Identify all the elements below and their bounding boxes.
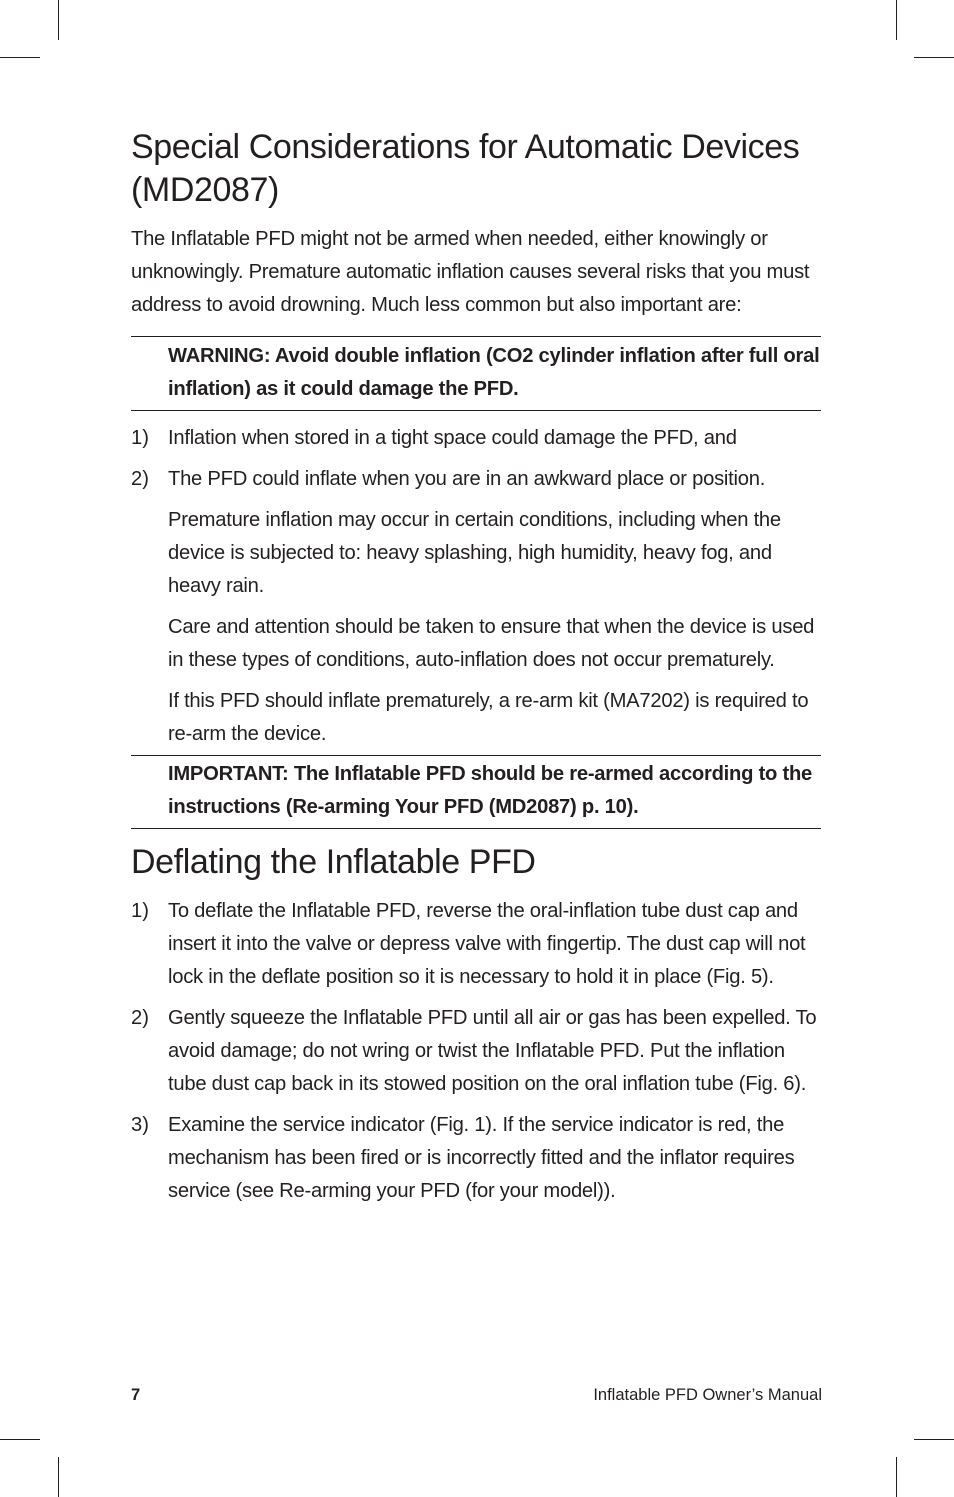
important-text: IMPORTANT: The Inflatable PFD should be re-armed according to the instructions (Re-arming Your PFD (MD2087) p. 10). [168,763,813,818]
manual-title: Inflatable PFD Owner’s Manual [593,1386,822,1404]
crop-mark [58,1457,59,1497]
warning-box [131,336,821,411]
crop-mark [896,0,897,40]
list-text: The PFD could inflate when you are in an awkward place or position. [168,468,766,490]
list-item [131,1109,821,1208]
list-text: To deflate the Inflatable PFD, reverse the oral-inflation tube dust cap and insert it into the valve or depress valve with fingertip. The dust cap will not lock in the deflate position so it is necessary to hold it in place (Fig. 5). [168,900,806,988]
care-paragraph: Care and attention should be taken to ensure that when the device is used in these types of conditions, auto-inflation does not occur prematurely. [168,616,815,671]
page-content [131,126,821,1208]
section-heading-deflating: Deflating the Inflatable PFD [131,843,536,881]
list-item [131,422,821,455]
list-item [131,895,821,994]
premature-paragraph: Premature inflation may occur in certain conditions, including when the device is subjected to: heavy splashing, high humidity, heavy fog, and heavy rain. [168,509,781,597]
list-text: Gently squeeze the Inflatable PFD until all air or gas has been expelled. To avoid damage; do not wring or twist the Inflatable PFD. Put the inflation tube dust cap back in its stowed position on the oral inflation tube (Fig. 6). [168,1007,817,1095]
list-number: 1) [131,427,149,449]
rearm-paragraph: If this PFD should inflate prematurely, a re-arm kit (MA7202) is required to re-arm the device. [168,690,809,745]
intro-paragraph: The Inflatable PFD might not be armed when needed, either knowingly or unknowingly. Premature automatic inflation causes several risks that you must address to avoid drowning. Much less common but also important are: [131,228,810,316]
list-text: Examine the service indicator (Fig. 1). If the service indicator is red, the mechanism has been fired or is incorrectly fitted and the inflator requires service (see Re-arming your PFD (for your model)). [168,1114,795,1202]
crop-mark [896,1457,897,1497]
list-number: 2) [131,468,149,490]
list-text: Inflation when stored in a tight space could damage the PFD, and [168,427,737,449]
list-number: 2) [131,1007,149,1029]
risk-list [131,422,821,496]
important-box [131,755,821,829]
warning-text: WARNING: Avoid double inflation (CO2 cylinder inflation after full oral inflation) as it could damage the PFD. [168,345,820,400]
crop-mark [0,1439,40,1440]
crop-mark [914,1439,954,1440]
page-number: 7 [131,1386,141,1404]
crop-mark [0,57,40,58]
list-item [131,1002,821,1101]
list-number: 1) [131,900,149,922]
crop-mark [58,0,59,40]
list-item [131,463,821,496]
crop-mark [914,57,954,58]
list-number: 3) [131,1114,149,1136]
section-heading-automatic-devices: Special Considerations for Automatic Devices (MD2087) [131,128,800,209]
deflate-steps [131,895,821,1208]
